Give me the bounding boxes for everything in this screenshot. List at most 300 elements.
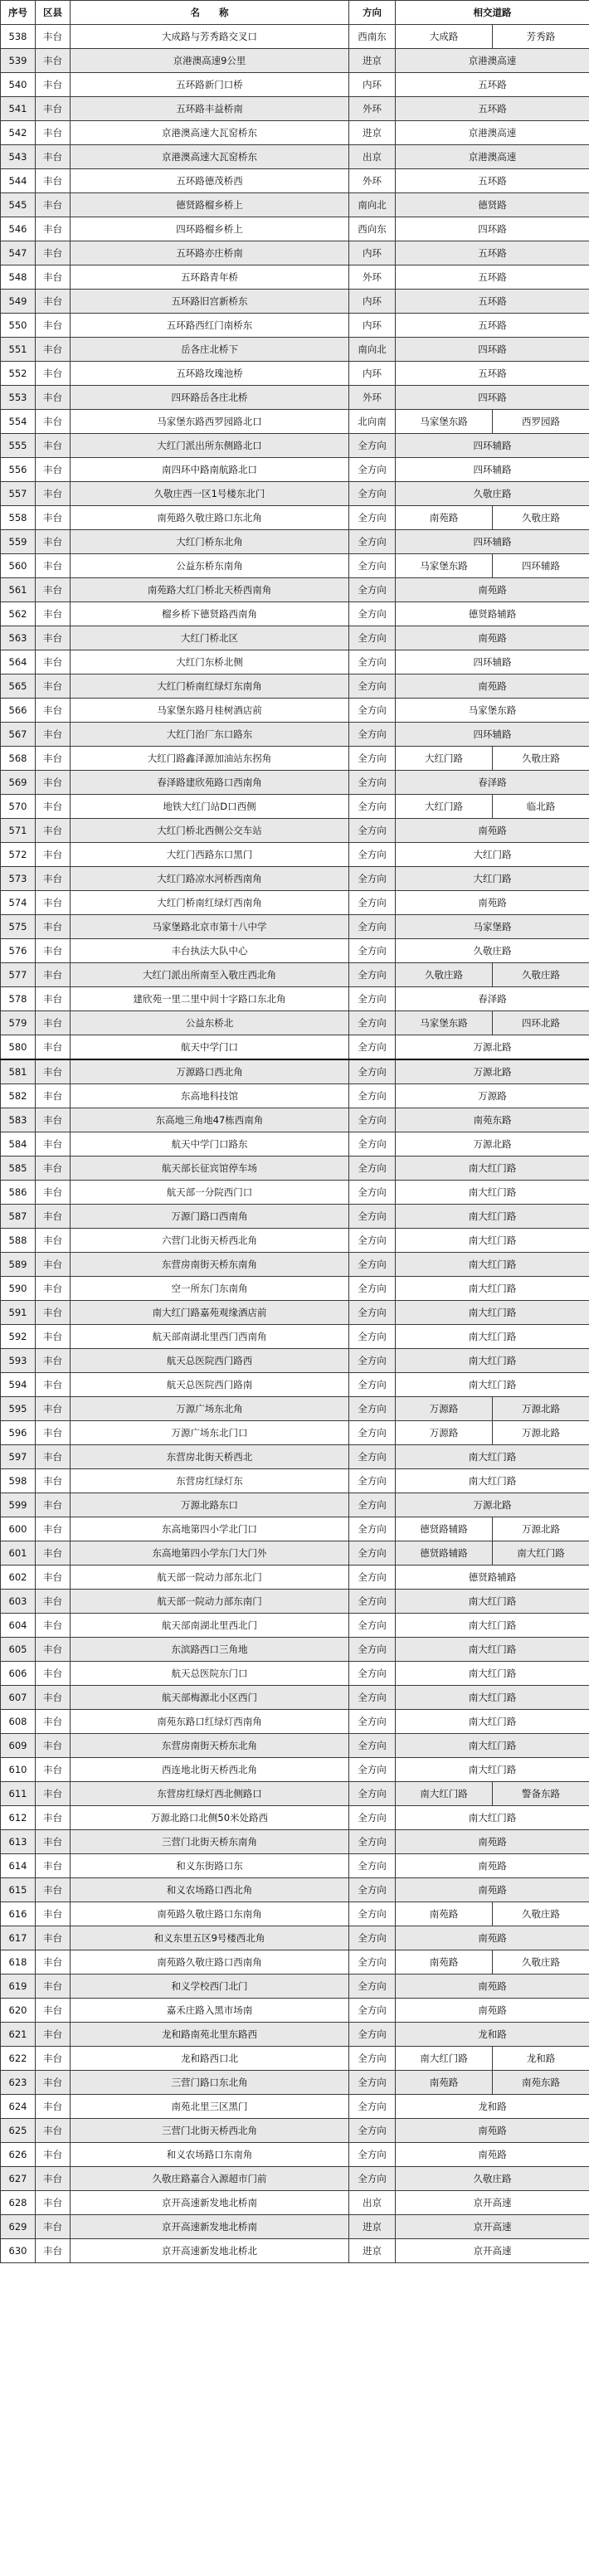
row-location-name: 京开高速新发地北桥北 <box>71 2239 349 2263</box>
row-road: 久敬庄路 <box>396 482 589 506</box>
table-row <box>1 193 589 217</box>
row-road: 南苑路 <box>396 1830 589 1854</box>
row-number: 576 <box>1 939 36 963</box>
row-number: 627 <box>1 2167 36 2191</box>
row-direction: 西南东 <box>349 25 396 49</box>
row-road-1: 南苑路 <box>396 1950 493 1975</box>
row-road: 四环辅路 <box>396 723 589 747</box>
table-row <box>1 121 589 145</box>
row-location-name: 马家堡路北京市第十八中学 <box>71 915 349 939</box>
row-district: 丰台 <box>36 1059 71 1084</box>
row-direction: 全方向 <box>349 1614 396 1638</box>
row-road: 南大红门路 <box>396 1638 589 1662</box>
row-location-name: 大红门派出所东侧路北口 <box>71 434 349 458</box>
row-location-name: 马家堡东路西罗园路北口 <box>71 410 349 434</box>
row-district: 丰台 <box>36 1157 71 1181</box>
row-number: 611 <box>1 1782 36 1806</box>
row-district: 丰台 <box>36 626 71 650</box>
table-row <box>1 1686 589 1710</box>
row-direction: 全方向 <box>349 987 396 1011</box>
row-direction: 全方向 <box>349 843 396 867</box>
table-row <box>1 1469 589 1493</box>
table-row <box>1 1084 589 1108</box>
row-number: 630 <box>1 2239 36 2263</box>
row-direction: 全方向 <box>349 1373 396 1397</box>
row-district: 丰台 <box>36 193 71 217</box>
row-direction: 全方向 <box>349 867 396 891</box>
row-road: 南大红门路 <box>396 1181 589 1205</box>
row-direction: 全方向 <box>349 2143 396 2167</box>
table-row <box>1 1614 589 1638</box>
row-number: 624 <box>1 2095 36 2119</box>
row-road-2: 芳秀路 <box>493 25 589 49</box>
row-location-name: 南苑路大红门桥北天桥西南角 <box>71 578 349 602</box>
table-row <box>1 795 589 819</box>
row-district: 丰台 <box>36 314 71 338</box>
table-row <box>1 699 589 723</box>
row-direction: 全方向 <box>349 1541 396 1566</box>
row-number: 609 <box>1 1734 36 1758</box>
row-district: 丰台 <box>36 1181 71 1205</box>
row-location-name: 四环路榴乡桥上 <box>71 217 349 241</box>
row-number: 558 <box>1 506 36 530</box>
row-district: 丰台 <box>36 97 71 121</box>
row-direction: 内环 <box>349 241 396 265</box>
row-road: 四环路 <box>396 217 589 241</box>
table-row <box>1 2239 589 2263</box>
row-road: 京港澳高速 <box>396 145 589 169</box>
row-direction: 全方向 <box>349 1999 396 2023</box>
row-road: 南大红门路 <box>396 1662 589 1686</box>
row-location-name: 万源北路东口 <box>71 1493 349 1517</box>
row-road: 南大红门路 <box>396 1277 589 1301</box>
row-district: 丰台 <box>36 2143 71 2167</box>
row-district: 丰台 <box>36 2191 71 2215</box>
row-location-name: 南苑东路口红绿灯西南角 <box>71 1710 349 1734</box>
row-number: 541 <box>1 97 36 121</box>
row-number: 570 <box>1 795 36 819</box>
row-number: 583 <box>1 1108 36 1132</box>
row-road: 京港澳高速 <box>396 121 589 145</box>
row-number: 603 <box>1 1590 36 1614</box>
row-number: 608 <box>1 1710 36 1734</box>
row-district: 丰台 <box>36 265 71 290</box>
row-direction: 全方向 <box>349 1686 396 1710</box>
row-road-2: 久敬庄路 <box>493 1902 589 1926</box>
table-row <box>1 1011 589 1035</box>
row-district: 丰台 <box>36 2071 71 2095</box>
row-number: 572 <box>1 843 36 867</box>
table-row <box>1 554 589 578</box>
row-number: 599 <box>1 1493 36 1517</box>
row-number: 613 <box>1 1830 36 1854</box>
row-road: 德贤路辅路 <box>396 1566 589 1590</box>
header-name: 名 称 <box>71 1 349 25</box>
row-location-name: 京港澳高速大瓦窑桥东 <box>71 121 349 145</box>
row-road-2: 万源北路 <box>493 1421 589 1445</box>
row-road: 南大红门路 <box>396 1445 589 1469</box>
row-direction: 全方向 <box>349 1710 396 1734</box>
row-road-1: 万源路 <box>396 1421 493 1445</box>
row-district: 丰台 <box>36 338 71 362</box>
table-row <box>1 2215 589 2239</box>
row-district: 丰台 <box>36 1541 71 1566</box>
row-direction: 全方向 <box>349 1950 396 1975</box>
table-row <box>1 25 589 49</box>
row-direction: 全方向 <box>349 795 396 819</box>
row-direction: 内环 <box>349 290 396 314</box>
row-road: 南大红门路 <box>396 1710 589 1734</box>
row-road: 南苑路 <box>396 626 589 650</box>
row-direction: 全方向 <box>349 699 396 723</box>
row-district: 丰台 <box>36 2023 71 2047</box>
row-location-name: 航天总医院西门路南 <box>71 1373 349 1397</box>
row-district: 丰台 <box>36 843 71 867</box>
row-direction: 全方向 <box>349 1734 396 1758</box>
row-road-2: 久敬庄路 <box>493 747 589 771</box>
row-district: 丰台 <box>36 867 71 891</box>
row-location-name: 榴乡桥下德贤路西南角 <box>71 602 349 626</box>
row-district: 丰台 <box>36 1373 71 1397</box>
row-number: 547 <box>1 241 36 265</box>
row-number: 620 <box>1 1999 36 2023</box>
row-road: 南苑路 <box>396 1854 589 1878</box>
row-location-name: 和义东里五区9号楼西北角 <box>71 1926 349 1950</box>
table-row <box>1 73 589 97</box>
row-location-name: 和义农场路口东南角 <box>71 2143 349 2167</box>
table-row <box>1 867 589 891</box>
row-direction: 全方向 <box>349 554 396 578</box>
row-road-2: 四环北路 <box>493 1011 589 1035</box>
row-location-name: 马家堡东路月桂树酒店前 <box>71 699 349 723</box>
table-row <box>1 1493 589 1517</box>
row-direction: 外环 <box>349 169 396 193</box>
table-row <box>1 1035 589 1060</box>
row-number: 556 <box>1 458 36 482</box>
row-number: 569 <box>1 771 36 795</box>
row-road: 四环辅路 <box>396 650 589 674</box>
row-direction: 全方向 <box>349 1469 396 1493</box>
row-road: 马家堡路 <box>396 915 589 939</box>
row-number: 602 <box>1 1566 36 1590</box>
row-number: 578 <box>1 987 36 1011</box>
table-row <box>1 2047 589 2071</box>
row-road: 南大红门路 <box>396 1614 589 1638</box>
table-row <box>1 1902 589 1926</box>
table-row <box>1 1157 589 1181</box>
table-row <box>1 2071 589 2095</box>
row-road: 南苑东路 <box>396 1108 589 1132</box>
row-number: 614 <box>1 1854 36 1878</box>
row-road: 万源北路 <box>396 1035 589 1060</box>
row-district: 丰台 <box>36 771 71 795</box>
row-number: 628 <box>1 2191 36 2215</box>
row-district: 丰台 <box>36 386 71 410</box>
table-row <box>1 1830 589 1854</box>
table-row <box>1 1132 589 1157</box>
row-number: 566 <box>1 699 36 723</box>
row-number: 592 <box>1 1325 36 1349</box>
row-number: 617 <box>1 1926 36 1950</box>
row-location-name: 万源广场东北角 <box>71 1397 349 1421</box>
row-location-name: 京港澳高速9公里 <box>71 49 349 73</box>
table-row <box>1 410 589 434</box>
row-number: 549 <box>1 290 36 314</box>
row-number: 568 <box>1 747 36 771</box>
header-row <box>1 1 589 25</box>
table-row <box>1 1734 589 1758</box>
row-road: 南大红门路 <box>396 1758 589 1782</box>
row-number: 579 <box>1 1011 36 1035</box>
row-direction: 全方向 <box>349 2047 396 2071</box>
row-direction: 全方向 <box>349 1782 396 1806</box>
row-location-name: 德贤路榴乡桥上 <box>71 193 349 217</box>
table-row <box>1 458 589 482</box>
row-location-name: 航天总医院东门口 <box>71 1662 349 1686</box>
row-location-name: 大红门派出所南至入敬庄西北角 <box>71 963 349 987</box>
row-district: 丰台 <box>36 2167 71 2191</box>
row-road: 五环路 <box>396 241 589 265</box>
row-number: 598 <box>1 1469 36 1493</box>
row-road-1: 大红门路 <box>396 747 493 771</box>
row-number: 589 <box>1 1253 36 1277</box>
row-road: 四环辅路 <box>396 458 589 482</box>
row-location-name: 公益东桥北 <box>71 1011 349 1035</box>
row-road: 龙和路 <box>396 2095 589 2119</box>
row-location-name: 万源门路口西南角 <box>71 1205 349 1229</box>
row-number: 543 <box>1 145 36 169</box>
row-road-2: 四环辅路 <box>493 554 589 578</box>
row-road: 大红门路 <box>396 867 589 891</box>
row-number: 561 <box>1 578 36 602</box>
row-direction: 出京 <box>349 145 396 169</box>
row-location-name: 西连地北街天桥西北角 <box>71 1758 349 1782</box>
table-row <box>1 314 589 338</box>
row-district: 丰台 <box>36 73 71 97</box>
row-number: 597 <box>1 1445 36 1469</box>
row-road: 南大红门路 <box>396 1373 589 1397</box>
row-district: 丰台 <box>36 939 71 963</box>
row-road-2: 万源北路 <box>493 1517 589 1541</box>
row-direction: 全方向 <box>349 963 396 987</box>
table-row <box>1 1566 589 1590</box>
row-number: 582 <box>1 1084 36 1108</box>
row-number: 565 <box>1 674 36 699</box>
row-location-name: 京港澳高速大瓦窑桥东 <box>71 145 349 169</box>
row-direction: 全方向 <box>349 482 396 506</box>
row-direction: 全方向 <box>349 602 396 626</box>
row-road: 久敬庄路 <box>396 2167 589 2191</box>
row-number: 546 <box>1 217 36 241</box>
row-number: 552 <box>1 362 36 386</box>
row-location-name: 南四环中路南航路北口 <box>71 458 349 482</box>
row-road: 万源北路 <box>396 1059 589 1084</box>
row-location-name: 和义东街路口东 <box>71 1854 349 1878</box>
row-direction: 全方向 <box>349 1132 396 1157</box>
row-district: 丰台 <box>36 723 71 747</box>
row-district: 丰台 <box>36 362 71 386</box>
row-direction: 进京 <box>349 121 396 145</box>
row-number: 594 <box>1 1373 36 1397</box>
row-district: 丰台 <box>36 915 71 939</box>
row-location-name: 南苑路久敬庄路口东北角 <box>71 506 349 530</box>
row-road: 京港澳高速 <box>396 49 589 73</box>
row-number: 573 <box>1 867 36 891</box>
table-row <box>1 1517 589 1541</box>
row-direction: 外环 <box>349 265 396 290</box>
row-number: 605 <box>1 1638 36 1662</box>
row-district: 丰台 <box>36 1662 71 1686</box>
row-road: 四环路 <box>396 338 589 362</box>
row-location-name: 丰台执法大队中心 <box>71 939 349 963</box>
row-road-1: 大红门路 <box>396 795 493 819</box>
row-number: 553 <box>1 386 36 410</box>
row-location-name: 三营门路口东北角 <box>71 2071 349 2095</box>
row-district: 丰台 <box>36 241 71 265</box>
row-district: 丰台 <box>36 1301 71 1325</box>
row-road: 大红门路 <box>396 843 589 867</box>
row-direction: 内环 <box>349 314 396 338</box>
row-direction: 全方向 <box>349 1011 396 1035</box>
table-row <box>1 1445 589 1469</box>
table-row <box>1 1059 589 1084</box>
row-number: 601 <box>1 1541 36 1566</box>
row-road: 万源路 <box>396 1084 589 1108</box>
row-location-name: 航天部长征宾馆停车场 <box>71 1157 349 1181</box>
row-location-name: 三营门北街天桥西北角 <box>71 2119 349 2143</box>
row-district: 丰台 <box>36 1902 71 1926</box>
row-location-name: 东营房南街天桥东南角 <box>71 1253 349 1277</box>
table-row <box>1 1108 589 1132</box>
table-row <box>1 1397 589 1421</box>
row-number: 557 <box>1 482 36 506</box>
row-road: 德贤路 <box>396 193 589 217</box>
row-direction: 全方向 <box>349 1084 396 1108</box>
row-district: 丰台 <box>36 699 71 723</box>
row-location-name: 五环路亦庄桥南 <box>71 241 349 265</box>
table-row <box>1 1349 589 1373</box>
row-location-name: 南苑路久敬庄路口东南角 <box>71 1902 349 1926</box>
table-row <box>1 1229 589 1253</box>
row-location-name: 大红门路鑫泽源加油站东拐角 <box>71 747 349 771</box>
row-direction: 全方向 <box>349 1902 396 1926</box>
row-road: 南苑路 <box>396 2143 589 2167</box>
row-district: 丰台 <box>36 650 71 674</box>
row-number: 588 <box>1 1229 36 1253</box>
row-road-1: 马家堡东路 <box>396 1011 493 1035</box>
row-direction: 全方向 <box>349 1830 396 1854</box>
row-direction: 全方向 <box>349 723 396 747</box>
row-location-name: 东高地三角地47栋西南角 <box>71 1108 349 1132</box>
row-number: 586 <box>1 1181 36 1205</box>
row-district: 丰台 <box>36 1108 71 1132</box>
row-number: 542 <box>1 121 36 145</box>
row-district: 丰台 <box>36 747 71 771</box>
row-road: 南大红门路 <box>396 1349 589 1373</box>
row-number: 540 <box>1 73 36 97</box>
table-row <box>1 1373 589 1397</box>
row-district: 丰台 <box>36 2239 71 2263</box>
row-direction: 全方向 <box>349 1590 396 1614</box>
table-row <box>1 1878 589 1902</box>
table-row <box>1 674 589 699</box>
table-row <box>1 747 589 771</box>
row-road: 南大红门路 <box>396 1229 589 1253</box>
row-district: 丰台 <box>36 1325 71 1349</box>
row-road: 南苑路 <box>396 674 589 699</box>
row-direction: 全方向 <box>349 530 396 554</box>
row-road: 南苑路 <box>396 578 589 602</box>
row-road-2: 久敬庄路 <box>493 963 589 987</box>
row-district: 丰台 <box>36 2215 71 2239</box>
row-location-name: 东营房红绿灯东 <box>71 1469 349 1493</box>
row-number: 596 <box>1 1421 36 1445</box>
row-road-2: 万源北路 <box>493 1397 589 1421</box>
row-district: 丰台 <box>36 1421 71 1445</box>
row-district: 丰台 <box>36 1132 71 1157</box>
row-direction: 进京 <box>349 49 396 73</box>
row-district: 丰台 <box>36 1830 71 1854</box>
row-road: 南苑路 <box>396 1975 589 1999</box>
row-road: 春泽路 <box>396 771 589 795</box>
row-district: 丰台 <box>36 1806 71 1830</box>
row-direction: 全方向 <box>349 915 396 939</box>
row-location-name: 东高地第四小学北门口 <box>71 1517 349 1541</box>
row-road-2: 久敬庄路 <box>493 506 589 530</box>
row-number: 595 <box>1 1397 36 1421</box>
row-location-name: 航天部一分院西门口 <box>71 1181 349 1205</box>
row-number: 559 <box>1 530 36 554</box>
row-number: 571 <box>1 819 36 843</box>
row-direction: 全方向 <box>349 2023 396 2047</box>
row-district: 丰台 <box>36 290 71 314</box>
table-row <box>1 1421 589 1445</box>
row-location-name: 东营房南街天桥东北角 <box>71 1734 349 1758</box>
row-road-2: 南苑东路 <box>493 2071 589 2095</box>
row-road-1: 德贤路辅路 <box>396 1541 493 1566</box>
table-row <box>1 1926 589 1950</box>
row-district: 丰台 <box>36 1710 71 1734</box>
row-district: 丰台 <box>36 1253 71 1277</box>
row-district: 丰台 <box>36 1975 71 1999</box>
row-location-name: 大红门桥南红绿灯西南角 <box>71 891 349 915</box>
row-road: 万源北路 <box>396 1132 589 1157</box>
row-road: 五环路 <box>396 290 589 314</box>
header-roads: 相交道路 <box>396 1 589 25</box>
row-location-name: 大红门东桥北侧 <box>71 650 349 674</box>
table-row <box>1 2191 589 2215</box>
row-district: 丰台 <box>36 1397 71 1421</box>
table-row <box>1 891 589 915</box>
row-direction: 西向东 <box>349 217 396 241</box>
row-road: 南大红门路 <box>396 1734 589 1758</box>
row-number: 562 <box>1 602 36 626</box>
table-row <box>1 723 589 747</box>
row-road-1: 大成路 <box>396 25 493 49</box>
row-direction: 全方向 <box>349 1108 396 1132</box>
row-district: 丰台 <box>36 2119 71 2143</box>
row-location-name: 大红门桥东北角 <box>71 530 349 554</box>
row-direction: 全方向 <box>349 2167 396 2191</box>
row-number: 544 <box>1 169 36 193</box>
row-road: 南大红门路 <box>396 1325 589 1349</box>
row-road-1: 南苑路 <box>396 1902 493 1926</box>
table-row <box>1 169 589 193</box>
row-location-name: 大红门西路东口黑门 <box>71 843 349 867</box>
row-district: 丰台 <box>36 1878 71 1902</box>
table-row <box>1 1950 589 1975</box>
row-road-2: 警备东路 <box>493 1782 589 1806</box>
